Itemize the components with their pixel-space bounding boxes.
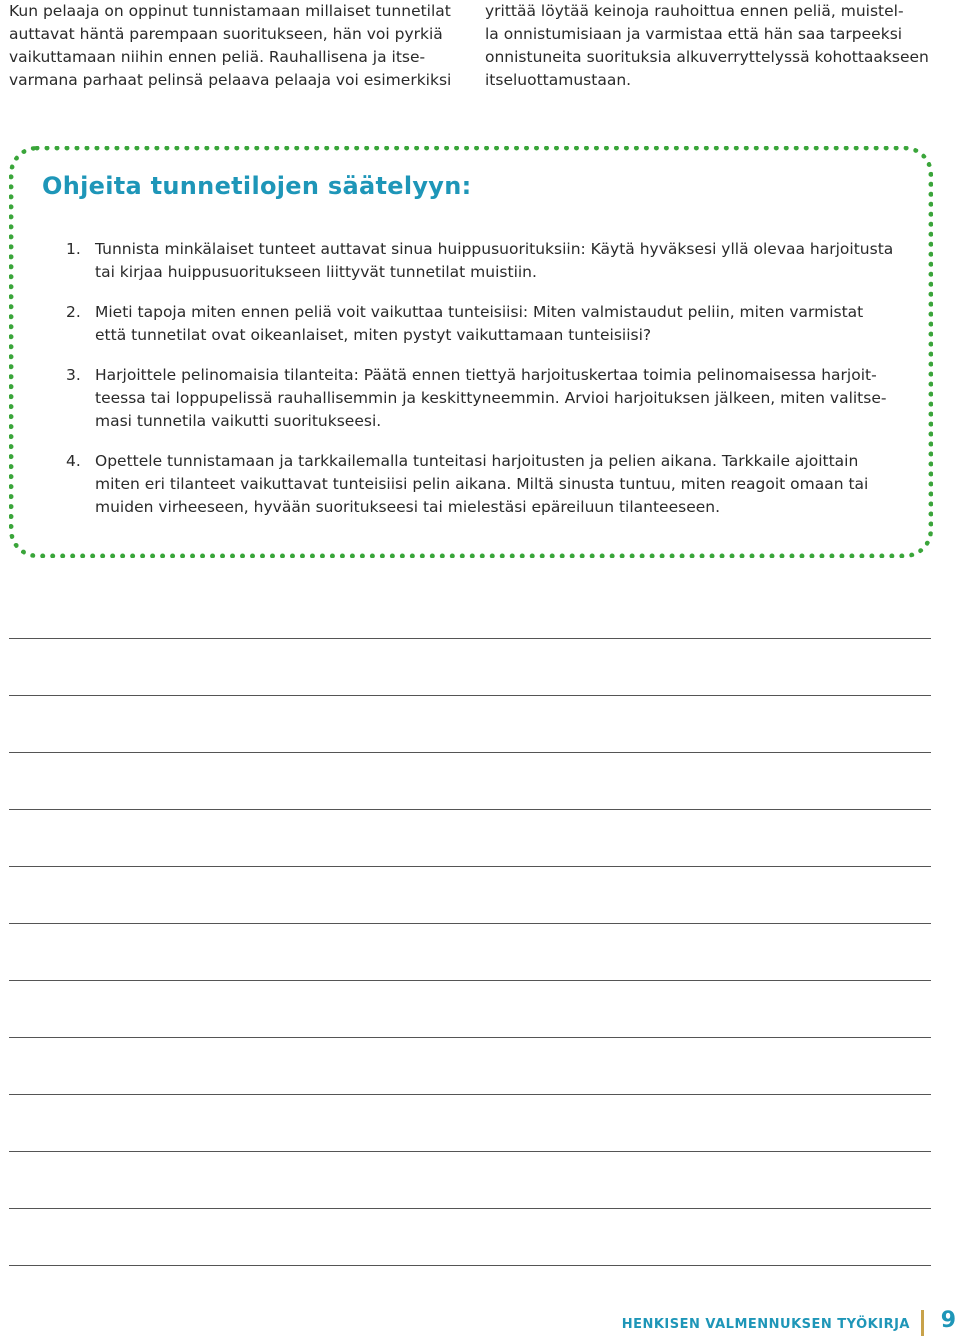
- tip-item: [66, 364, 886, 433]
- tip-number: 3.: [66, 366, 81, 384]
- tip-line: Opettele tunnistamaan ja tarkkailemalla tunteitasi harjoitusten ja pelien aikana. Tarkkaile ajoittain: [95, 452, 859, 470]
- writing-line: [9, 980, 931, 981]
- writing-line: [9, 1208, 931, 1209]
- tip-item: [66, 238, 894, 284]
- intro-line: vaikuttamaan niihin ennen peliä. Rauhallisena ja itse-: [9, 48, 426, 66]
- intro-line: yrittää löytää keinoja rauhoittua ennen peliä, muistel-: [485, 2, 904, 20]
- writing-line: [9, 809, 931, 810]
- intro-line: onnistuneita suorituksia alkuverryttelyssä kohottaakseen: [485, 48, 929, 66]
- writing-line: [9, 1265, 931, 1266]
- intro-line: la onnistumisiaan ja varmistaa että hän saa tarpeeksi: [485, 25, 903, 43]
- intro-line: auttavat häntä parempaan suoritukseen, hän voi pyrkiä: [9, 25, 443, 43]
- writing-line: [9, 923, 931, 924]
- writing-line: [9, 866, 931, 867]
- writing-line: [9, 1094, 931, 1095]
- tip-number: 1.: [66, 240, 81, 258]
- footer-divider: [921, 1310, 924, 1336]
- tips-list: [66, 238, 894, 536]
- intro-right-column: [485, 0, 945, 92]
- tip-line: Mieti tapoja miten ennen peliä voit vaikuttaa tunteisiisi: Miten valmistaudut peliin, miten varmistat: [95, 303, 864, 321]
- tip-line: miten eri tilanteet vaikuttavat tunteisiisi pelin aikana. Miltä sinusta tuntuu, miten reagoit omaan tai: [95, 475, 869, 493]
- intro-line: Kun pelaaja on oppinut tunnistamaan millaiset tunnetilat: [9, 2, 451, 20]
- writing-line: [9, 1151, 931, 1152]
- tip-line: masi tunnetila vaikutti suoritukseesi.: [95, 412, 382, 430]
- intro-line: itseluottamustaan.: [485, 71, 632, 89]
- intro-left-column: [9, 0, 452, 92]
- intro-line: varmana parhaat pelinsä pelaava pelaaja voi esimerkiksi: [9, 71, 452, 89]
- writing-line: [9, 752, 931, 753]
- writing-line: [9, 1037, 931, 1038]
- tip-line: muiden virheeseen, hyvään suoritukseesi tai mielestäsi epäreiluun tilanteeseen.: [95, 498, 721, 516]
- tips-heading: Ohjeita tunnetilojen säätelyyn:: [42, 172, 472, 200]
- writing-lines-area: [9, 638, 931, 1322]
- tip-line: että tunnetilat ovat oikeanlaiset, miten pystyt vaikuttamaan tunteisiisi?: [95, 326, 652, 344]
- writing-line: [9, 695, 931, 696]
- tip-number: 4.: [66, 452, 81, 470]
- page-footer: [0, 1308, 960, 1336]
- tip-item: [66, 450, 886, 519]
- tip-line: Harjoittele pelinomaisia tilanteita: Päätä ennen tiettyä harjoituskertaa toimia pelinomaisessa harjoit-: [95, 366, 877, 384]
- tip-line: teessa tai loppupelissä rauhallisemmin ja keskittyneemmin. Arvioi harjoituksen jälkeen, miten valitse-: [95, 389, 887, 407]
- footer-title: HENKISEN VALMENNUKSEN TYÖKIRJA: [621, 1317, 910, 1332]
- tip-line: tai kirjaa huippusuoritukseen liittyvät tunnetilat muistiin.: [95, 263, 537, 281]
- writing-line: [9, 638, 931, 639]
- page-number: 9: [940, 1308, 956, 1333]
- tip-item: [66, 301, 886, 347]
- tip-number: 2.: [66, 303, 81, 321]
- tip-line: Tunnista minkälaiset tunteet auttavat sinua huippusuorituksiin: Käytä hyväksesi yllä olevaa harjoitusta: [95, 240, 894, 258]
